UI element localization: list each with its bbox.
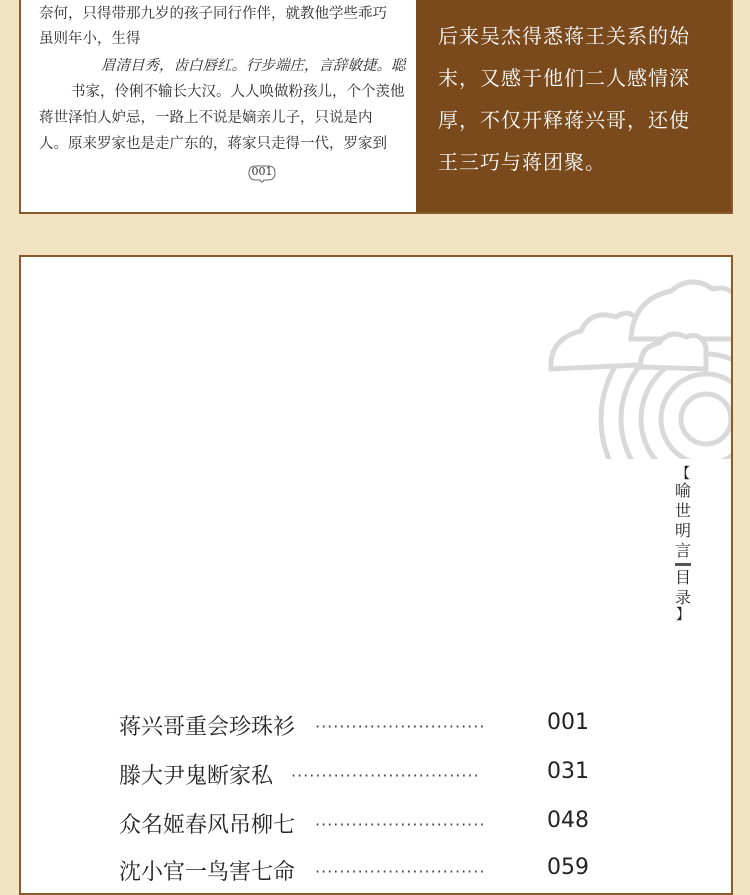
contents-panel [19, 255, 733, 895]
toc-leader-dots: ······························· [291, 766, 480, 785]
title-char: 明 [674, 521, 691, 540]
title-char: 言 [674, 541, 691, 560]
summary-line: 厚，不仅开释蒋兴哥，还使 [438, 108, 690, 132]
book-page-preview [21, 0, 416, 212]
label-char: 录 [674, 588, 691, 607]
book-line: 人。原来罗家也是走广东的，蒋家只走得一代，罗家到 [39, 136, 387, 152]
toc-page-number: 059 [547, 855, 589, 880]
title-char: 喻 [674, 481, 691, 500]
page-number-badge [245, 162, 279, 184]
toc-leader-dots: ···························· [315, 717, 486, 736]
summary-line: 王三巧与蒋团聚。 [438, 150, 606, 174]
summary-line: 后来吴杰得悉蒋王关系的始 [438, 24, 690, 48]
toc-title: 众名姬春风吊柳七 [119, 813, 296, 838]
preview-panel [19, 0, 733, 214]
toc-title: 沈小官一鸟害七命 [119, 860, 296, 885]
book-line: 蒋世泽怕人妒忌，一路上不说是嫡亲儿子，只说是内 [39, 110, 373, 126]
toc-entry[interactable] [119, 808, 599, 840]
book-line: 书家，伶俐不输长大汉。人人唤做粉孩儿，个个羡他 [71, 84, 405, 100]
cloud-pattern-icon [541, 269, 733, 459]
toc-leader-dots: ···························· [315, 862, 486, 881]
label-char: 目 [674, 568, 691, 587]
toc-entry[interactable] [119, 710, 599, 742]
book-line: 虽则年小，生得 [39, 31, 141, 47]
toc-page-number: 001 [547, 710, 589, 735]
bracket-open: 【 [676, 466, 690, 482]
toc-page-number: 048 [547, 808, 589, 833]
bracket-close: 】 [676, 607, 690, 623]
summary-line: 末，又感于他们二人感情深 [438, 66, 690, 90]
book-line: 奈何，只得带那九岁的孩子同行作伴，就教他学些乖巧 [39, 6, 387, 22]
toc-leader-dots: ···························· [315, 815, 486, 834]
toc-page-number: 031 [547, 759, 589, 784]
page-number: 001 [251, 165, 273, 178]
toc-title: 滕大尹鬼断家私 [119, 764, 274, 789]
title-divider [675, 563, 691, 566]
toc-entry[interactable] [119, 759, 599, 791]
toc-title: 蒋兴哥重会珍珠衫 [119, 715, 296, 740]
toc-entry[interactable] [119, 855, 599, 887]
summary-panel [416, 0, 731, 212]
vertical-book-title [671, 467, 695, 622]
title-char: 世 [674, 501, 691, 520]
book-line: 眉清目秀，齿白唇红。行步端庄，言辞敏捷。聪 [101, 58, 406, 74]
